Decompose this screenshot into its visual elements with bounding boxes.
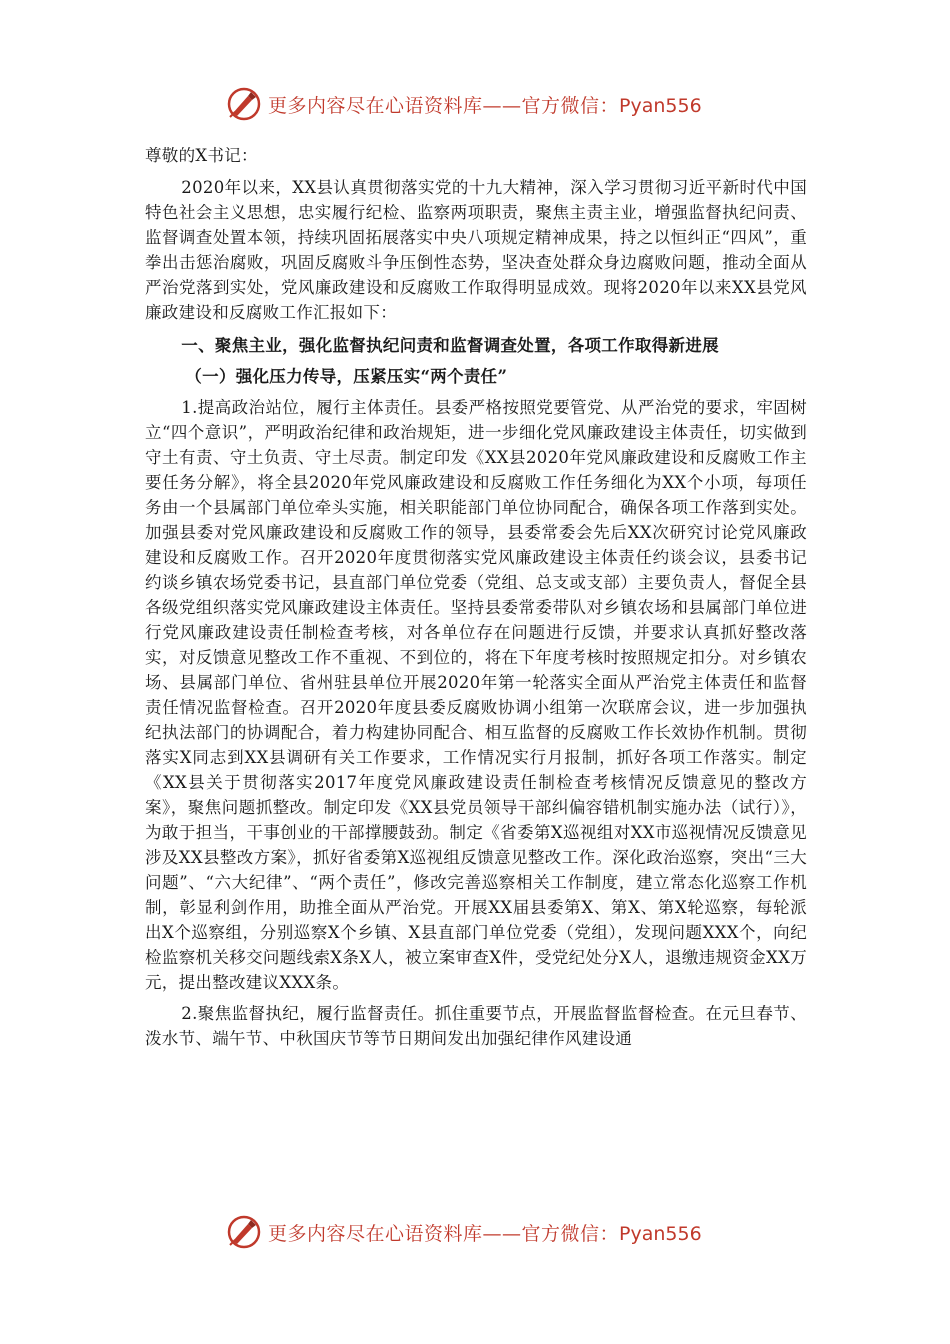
subsection-heading-1: （一）强化压力传导，压紧压实“两个责任” — [185, 367, 508, 386]
watermark-banner-top — [226, 84, 746, 124]
wechat-id: Pyan556 — [619, 94, 702, 117]
watermark-text: 更多内容尽在心语资料库——官方微信：Pyan556 — [268, 94, 702, 117]
watermark-banner-bottom — [226, 1212, 746, 1252]
pen-logo-icon — [226, 86, 262, 122]
intro-paragraph: 2020年以来，XX县认真贯彻落实党的十九大精神，深入学习贯彻习近平新时代中国特色社会主义思想，忠实履行纪检、监察两项职责，聚焦主责主业，增强监督执纪问责、监督调查处置本领，持续巩固拓展落实中央八项规定精神成果，持之以恒纠正“四风”，重拳出击惩治腐败，巩固反腐败斗争压倒性态势，坚决查处群众身边腐败问题，推动全面从严治党落到实处，党风廉政建设和反腐败工作取得明显成效。现将2020年以来XX县党风廉政建设和反腐败工作汇报如下： — [145, 178, 807, 322]
paragraph-1: 1.提高政治站位，履行主体责任。县委严格按照党要管党、从严治党的要求，牢固树立“四个意识”，严明政治纪律和政治规矩，进一步细化党风廉政建设主体责任，切实做到守土有责、守土负责、守土尽责。制定印发《XX县2020年党风廉政建设和反腐败工作主要任务分解》，将全县2020年党风廉政建设和反腐败工作任务细化为XX个小项，每项任务由一个县属部门单位牵头实施，相关职能部门单位协同配合，确保各项工作落到实处。加强县委对党风廉政建设和反腐败工作的领导，县委常委会先后XX次研究讨论党风廉政建设和反腐败工作。召开2020年度贯彻落实党风廉政建设主体责任约谈会议，县委书记约谈乡镇农场党委书记，县直部门单位党委（党组、总支或支部）主要负责人，督促全县各级党组织落实党风廉政建设主体责任。坚持县委常委带队对乡镇农场和县属部门单位进行党风廉政建设责任制检查考核，对各单位存在问题进行反馈，并要求认真抓好整改落实，对反馈意见整改工作不重视、不到位的，将在下年度考核时按照规定扣分。对乡镇农场、县属部门单位、省州驻县单位开展2020年第一轮落实全面从严治党主体责任和监督责任情况监督检查。召开2020年度县委反腐败协调小组第一次联席会议，进一步加强执纪执法部门的协调配合，着力构建协同配合、相互监督的反腐败工作长效协作机制。贯彻落实X同志到XX县调研有关工作要求，工作情况实行月报制，抓好各项工作落实。制定《XX县关于贯彻落实2017年度党风廉政建设责任制检查考核情况反馈意见的整改方案》，聚焦问题抓整改。制定印发《XX县党员领导干部纠偏容错机制实施办法（试行）》，为敢于担当，干事创业的干部撑腰鼓劲。制定《省委第X巡视组对XX市巡视情况反馈意见涉及XX县整改方案》，抓好省委第X巡视组反馈意见整改工作。深化政治巡察，突出“三大问题”、“六大纪律”、“两个责任”，修改完善巡察相关工作制度，建立常态化巡察工作机制，彰显利剑作用，助推全面从严治党。开展XX届县委第X、第X、第X轮巡察，每轮派出X个巡察组，分别巡察X个乡镇、X县直部门单位党委（党组），发现问题XXX个，向纪检监察机关移交问题线索X条X人，被立案审查X件，受党纪处分X人，退缴违规资金XX万元，提出整改建议XXX条。 — [145, 398, 807, 992]
pen-logo-icon — [226, 1214, 262, 1250]
section-heading-1: 一、聚焦主业，强化监督执纪问责和监督调查处置，各项工作取得新进展 — [181, 336, 719, 355]
document-body — [145, 143, 807, 1051]
salutation: 尊敬的X书记： — [145, 146, 258, 165]
paragraph-2: 2.聚焦监督执纪，履行监督责任。抓住重要节点，开展监督监督检查。在元旦春节、泼水节、端午节、中秋国庆节等节日期间发出加强纪律作风建设通 — [145, 1004, 807, 1048]
watermark-text: 更多内容尽在心语资料库——官方微信：Pyan556 — [268, 1222, 702, 1245]
wechat-id: Pyan556 — [619, 1222, 702, 1245]
